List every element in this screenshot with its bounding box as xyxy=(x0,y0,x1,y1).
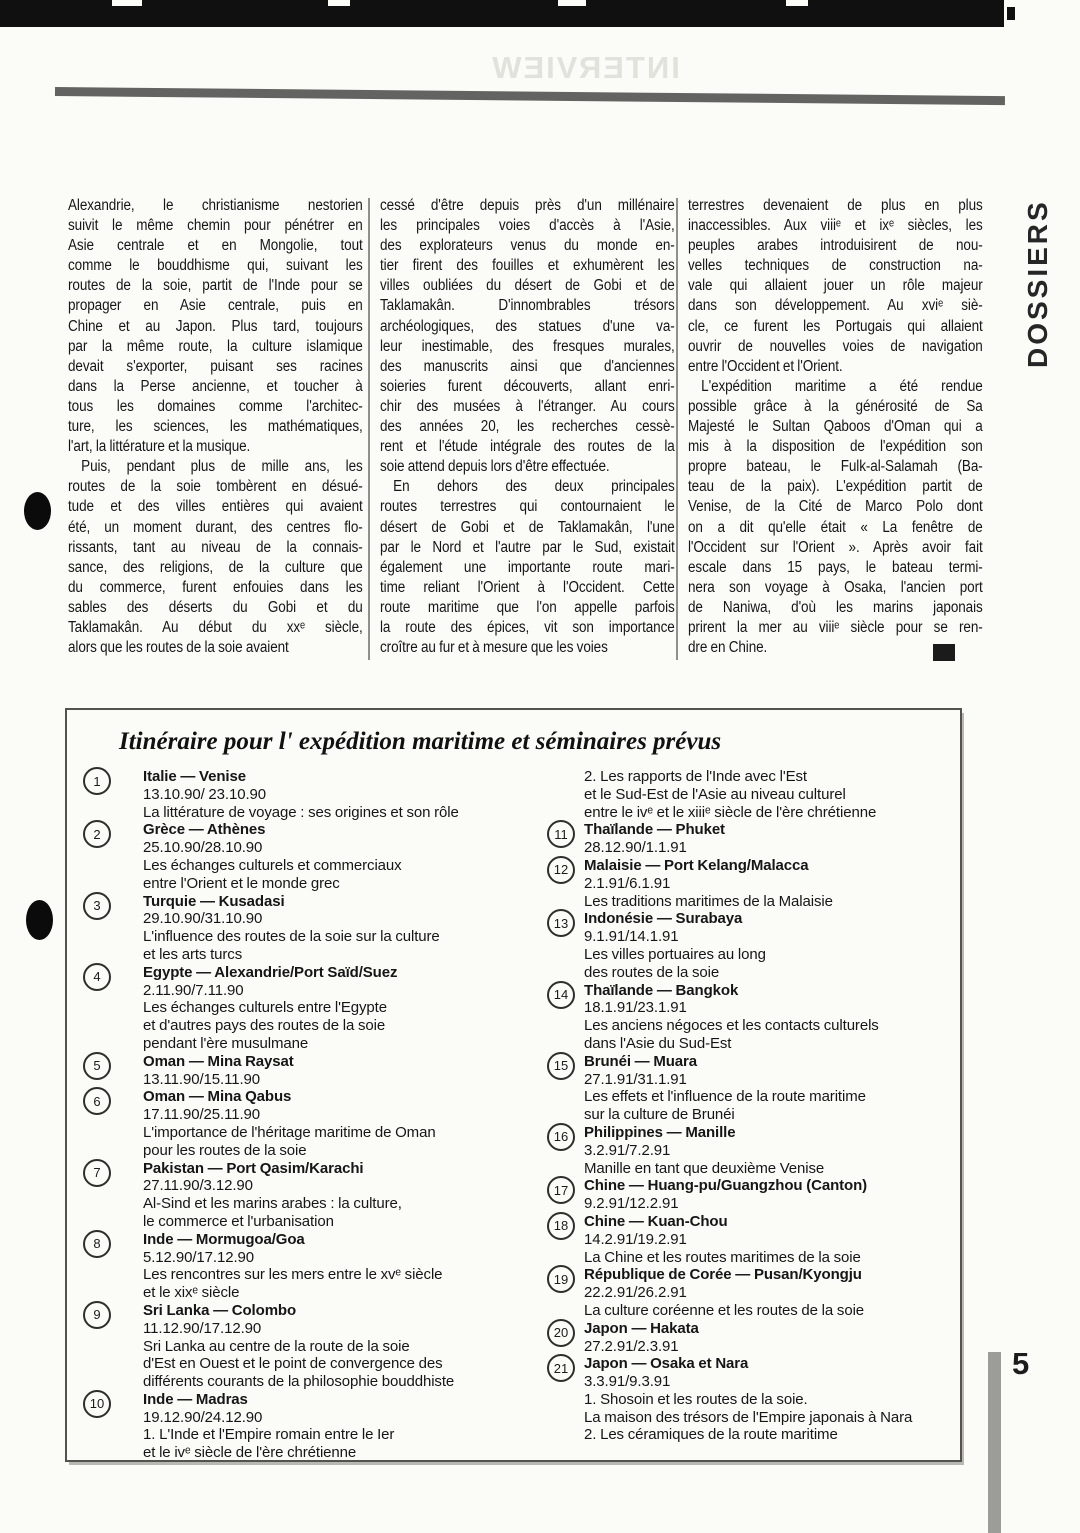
itinerary-destination: Philippines — Manille xyxy=(584,1123,736,1141)
itinerary-dates: 14.2.91/19.2.91 xyxy=(584,1230,687,1248)
itinerary-number-badge: 20 xyxy=(547,1319,575,1347)
itinerary-destination: Egypte — Alexandrie/Port Saïd/Suez xyxy=(143,963,398,981)
itinerary-dates: 3.2.91/7.2.91 xyxy=(584,1141,671,1159)
itinerary-dates: 27.2.91/2.3.91 xyxy=(584,1337,679,1355)
itinerary-number-badge: 15 xyxy=(547,1052,575,1080)
itinerary-entry xyxy=(83,1088,547,1159)
itinerary-entry xyxy=(83,893,547,964)
article-line: routes de la soie, partit de l'Inde pour se xyxy=(68,277,363,295)
itinerary-box xyxy=(65,708,962,1462)
article-line: propager en Asie centrale, puis en xyxy=(68,297,363,315)
itinerary-number-badge: 10 xyxy=(83,1390,111,1418)
column-divider xyxy=(368,198,370,660)
article-column-1 xyxy=(68,196,363,658)
article-line: ture, les sciences, les mathématiques, xyxy=(68,418,363,436)
itinerary-seminar-line: L'influence des routes de la soie sur la culture xyxy=(143,928,440,946)
itinerary-number-badge: 16 xyxy=(547,1123,575,1151)
article-line: possible grâce à la générosité de Sa xyxy=(688,397,983,415)
itinerary-seminar-line: des routes de la soie xyxy=(584,963,720,981)
itinerary-entry xyxy=(83,964,547,1053)
article-line: Puis, pendant plus de mille ans, les xyxy=(81,458,363,476)
itinerary-entry xyxy=(547,910,958,981)
article-line: soieries furent découverts, allant enri- xyxy=(380,377,675,395)
itinerary-seminar-line: La maison des trésors de l'Empire japonais à Nara xyxy=(584,1408,913,1426)
article-column-3 xyxy=(688,196,983,658)
itinerary-seminar-line: Sri Lanka au centre de la route de la soie xyxy=(143,1337,410,1355)
article-line: Alexandrie, le christianisme nestorien xyxy=(68,197,363,214)
itinerary-seminar-line: La culture coréenne et les routes de la soie xyxy=(584,1301,865,1319)
scan-edge-bar xyxy=(0,0,1048,27)
article-line: Asie centrale et en Mongolie, tout xyxy=(68,237,363,255)
article-line: terrestres devenaient de plus en plus xyxy=(688,197,983,214)
itinerary-dates: 2.11.90/7.11.90 xyxy=(143,981,244,999)
itinerary-seminar-line: sur la culture de Brunéi xyxy=(584,1106,735,1124)
scan-tick xyxy=(112,0,142,6)
article-line: on a dit qu'elle était « La fenêtre de xyxy=(688,518,983,536)
itinerary-dates: 5.12.90/17.12.90 xyxy=(143,1248,255,1266)
itinerary-entry xyxy=(83,1391,547,1462)
article-line: teau de la paix). L'expédition partit de xyxy=(688,478,983,496)
itinerary-entry xyxy=(547,982,958,1053)
article-line: de Naniwa, d'où les marins japonais xyxy=(688,598,983,616)
article-line: L'expédition maritime a été rendue xyxy=(701,377,983,395)
itinerary-entry xyxy=(547,1266,958,1319)
itinerary-dates: 27.1.91/31.1.91 xyxy=(584,1070,687,1088)
itinerary-destination: Japon — Hakata xyxy=(584,1319,699,1337)
paragraph xyxy=(688,377,983,658)
itinerary-number-badge: 18 xyxy=(547,1212,575,1240)
article-line: inaccessibles. Aux viiiᵉ et ixᵉ siècles, les xyxy=(688,217,983,235)
itinerary-dates: 9.2.91/12.2.91 xyxy=(584,1195,679,1213)
itinerary-dates: 25.10.90/28.10.90 xyxy=(143,839,263,857)
paragraph xyxy=(380,477,675,658)
itinerary-number-badge: 17 xyxy=(547,1176,575,1204)
itinerary-destination: Pakistan — Port Qasim/Karachi xyxy=(143,1159,364,1177)
itinerary-dates: 28.12.90/1.1.91 xyxy=(584,839,687,857)
itinerary-seminar-line: 2. Les céramiques de la route maritime xyxy=(584,1426,838,1444)
itinerary-column-right xyxy=(547,768,958,1444)
article-line: été, un moment durant, des centres flo- xyxy=(68,518,363,536)
article-line: l'art, la littérature et la musique. xyxy=(68,438,251,456)
itinerary-entry xyxy=(547,1124,958,1177)
itinerary-dates: 22.2.91/26.2.91 xyxy=(584,1284,687,1302)
itinerary-dates: 18.1.91/23.1.91 xyxy=(584,999,687,1017)
itinerary-destination: Indonésie — Surabaya xyxy=(584,910,743,928)
itinerary-seminar-line: 1. L'Inde et l'Empire romain entre le Ier xyxy=(143,1426,395,1444)
itinerary-seminar-line: et le Sud-Est de l'Asie au niveau culturel xyxy=(584,785,846,803)
article-line: l'Occident sur l'Orient ». Après avoir fait xyxy=(688,538,983,556)
article-line: tier firent des fouilles et exhumèrent les xyxy=(380,257,675,275)
itinerary-destination: Italie — Venise xyxy=(143,768,246,785)
itinerary-destination: Thaïlande — Bangkok xyxy=(584,981,739,999)
itinerary-seminar-line: et le ivᵉ siècle de l'ère chrétienne xyxy=(143,1444,357,1462)
article-line: mis à la disposition de l'expédition son xyxy=(688,438,983,456)
article-line: des années 20, les recherches cessè- xyxy=(380,418,675,436)
article-line: par le Nord et l'autre par le Sud, existait xyxy=(380,538,675,556)
itinerary-seminar-line: Les effets et l'influence de la route maritime xyxy=(584,1088,866,1106)
itinerary-dates: 27.11.90/3.12.90 xyxy=(143,1177,253,1195)
article-line: du commerce, furent enfouies dans les xyxy=(68,578,363,596)
article-end-mark xyxy=(933,644,955,661)
itinerary-column-left xyxy=(67,768,547,1462)
itinerary-number-badge: 9 xyxy=(83,1301,111,1329)
article-line: soie attend depuis lors d'être effectuée. xyxy=(380,458,610,476)
itinerary-dates: 11.12.90/17.12.90 xyxy=(143,1319,262,1337)
itinerary-title: Itinéraire pour l' expédition maritime et séminaires prévus xyxy=(119,728,722,755)
paragraph xyxy=(68,457,363,658)
column-divider xyxy=(676,198,678,660)
article-line: propre bateau, le Fulk-al-Salamah (Ba- xyxy=(688,458,983,476)
itinerary-destination: Oman — Mina Qabus xyxy=(143,1088,292,1106)
itinerary-destination: Turquie — Kusadasi xyxy=(143,892,285,910)
article-line: vale qui allaient jouer un rôle majeur xyxy=(688,277,983,295)
article-line: rent et l'étude intégrale des routes de la xyxy=(380,438,675,456)
itinerary-destination: Chine — Kuan-Chou xyxy=(584,1212,728,1230)
article-line: également une importante route mari- xyxy=(380,558,675,576)
itinerary-seminar-line: La Chine et les routes maritimes de la soie xyxy=(584,1248,861,1266)
itinerary-seminar-line: pour les routes de la soie xyxy=(143,1141,307,1159)
article-line: archéologiques, des statues d'une va- xyxy=(380,317,675,335)
article-line: velles techniques de construction na- xyxy=(688,257,983,275)
itinerary-seminar-line: et le xixᵉ siècle xyxy=(143,1284,240,1302)
itinerary-dates: 13.10.90/ 23.10.90 xyxy=(143,785,267,803)
itinerary-seminar-line: Les villes portuaires au long xyxy=(584,945,766,963)
itinerary-number-badge: 14 xyxy=(547,981,575,1009)
itinerary-seminar-line: Les anciens négoces et les contacts culturels xyxy=(584,1017,879,1035)
itinerary-seminar-line: La littérature de voyage : ses origines et son rôle xyxy=(143,803,459,821)
article-line: dans son développement. Au xviᵉ siè- xyxy=(688,297,983,315)
article-line: suivit le même chemin pour pénétrer en xyxy=(68,217,363,235)
itinerary-seminar-line: L'importance de l'héritage maritime de Oman xyxy=(143,1123,436,1141)
article-line: peuples arabes introduisirent de nou- xyxy=(688,237,983,255)
itinerary-dates: 29.10.90/31.10.90 xyxy=(143,910,263,928)
article-line: Venise, de la Cité de Marco Polo dont xyxy=(688,498,983,516)
article-line: la route des épices, vit son importance xyxy=(380,618,675,636)
article-line: routes terrestres qui contournaient le xyxy=(380,498,675,516)
article-line: nera son voyage à Osaka, l'ancien port xyxy=(688,578,983,596)
article-line: croître au fur et à mesure que les voies xyxy=(380,639,608,657)
article-line: cle, ce furent les Portugais qui allaient xyxy=(688,317,983,335)
itinerary-seminar-line: 1. Shosoin et les routes de la soie. xyxy=(584,1390,808,1408)
itinerary-number-badge: 4 xyxy=(83,963,111,991)
scan-tick xyxy=(558,0,586,6)
article-line: tous les domaines comme l'architec- xyxy=(68,397,363,415)
itinerary-seminar-line: et les arts turcs xyxy=(143,945,243,963)
itinerary-number-badge: 5 xyxy=(83,1052,111,1080)
scan-tick xyxy=(786,0,808,6)
itinerary-seminar-line: d'Est en Ouest et le point de convergence des xyxy=(143,1355,443,1373)
article-line: dans la Perse ancienne, et toucher à xyxy=(68,377,363,395)
article-line: ouvrir de nouvelles voies de navigation xyxy=(688,337,983,355)
paragraph xyxy=(68,196,363,457)
article-line: Majesté le Sultan Qaboos d'Oman qui a xyxy=(688,418,983,436)
itinerary-entry-continuation xyxy=(547,768,958,821)
article-line: leur inestimable, des fresques murales, xyxy=(380,337,675,355)
article-line: En dehors des deux principales xyxy=(393,478,675,496)
itinerary-seminar-line: Les échanges culturels entre l'Egypte xyxy=(143,999,387,1017)
paragraph xyxy=(380,196,675,477)
article-line: sance, des religions, de la culture que xyxy=(68,558,363,576)
itinerary-dates: 17.11.90/25.11.90 xyxy=(143,1106,261,1124)
article-line: entre l'Occident et l'Orient. xyxy=(688,357,843,375)
article-line: devait s'exporter, puisant ses racines xyxy=(68,357,363,375)
itinerary-dates: 2.1.91/6.1.91 xyxy=(584,874,671,892)
itinerary-number-badge: 13 xyxy=(547,909,575,937)
itinerary-destination: Brunéi — Muara xyxy=(584,1052,698,1070)
punch-hole-artifact xyxy=(26,900,53,940)
itinerary-seminar-line: 2. Les rapports de l'Inde avec l'Est xyxy=(584,768,807,785)
itinerary-number-badge: 11 xyxy=(547,820,575,848)
itinerary-number-badge: 21 xyxy=(547,1354,575,1382)
itinerary-seminar-line: le commerce et l'urbanisation xyxy=(143,1212,334,1230)
itinerary-seminar-line: dans l'Asie du Sud-Est xyxy=(584,1034,732,1052)
article-line: rissants, tant au niveau de la connais- xyxy=(68,538,363,556)
itinerary-seminar-line: Les rencontres sur les mers entre le xvᵉ siècle xyxy=(143,1266,443,1284)
page-number: 5 xyxy=(1012,1346,1030,1381)
itinerary-seminar-line: pendant l'ère musulmane xyxy=(143,1034,309,1052)
itinerary-number-badge: 3 xyxy=(83,892,111,920)
itinerary-seminar-line: différents courants de la philosophie bouddhiste xyxy=(143,1373,455,1391)
itinerary-entry xyxy=(83,821,547,892)
itinerary-entry xyxy=(547,857,958,910)
itinerary-number-badge: 12 xyxy=(547,856,575,884)
itinerary-destination: Inde — Madras xyxy=(143,1390,248,1408)
itinerary-entry xyxy=(83,1053,547,1089)
itinerary-dates: 3.3.91/9.3.91 xyxy=(584,1373,671,1391)
itinerary-seminar-line: entre l'Orient et le monde grec xyxy=(143,874,340,892)
itinerary-entry xyxy=(547,1177,958,1213)
itinerary-destination: Chine — Huang-pu/Guangzhou (Canton) xyxy=(584,1177,868,1195)
article-line: comme le bouddhisme qui, suivant les xyxy=(68,257,363,275)
itinerary-entry xyxy=(83,1231,547,1302)
itinerary-dates: 19.12.90/24.12.90 xyxy=(143,1408,263,1426)
itinerary-seminar-line: Les échanges culturels et commerciaux xyxy=(143,856,402,874)
itinerary-destination: Grèce — Athènes xyxy=(143,821,266,839)
article-line: désert de Gobi et de Taklamakân, l'une xyxy=(380,518,675,536)
itinerary-destination: République de Corée — Pusan/Kyongju xyxy=(584,1266,862,1284)
article-line: villes oubliées du désert de Gobi et de xyxy=(380,277,675,295)
article-line: dre en Chine. xyxy=(688,639,768,657)
itinerary-destination: Japon — Osaka et Nara xyxy=(584,1355,749,1373)
article-line: sables des déserts du Gobi et du xyxy=(68,598,363,616)
itinerary-entry xyxy=(83,768,547,821)
itinerary-seminar-line: et d'autres pays des routes de la soie xyxy=(143,1017,386,1035)
itinerary-number-badge: 8 xyxy=(83,1230,111,1258)
itinerary-number-badge: 6 xyxy=(83,1087,111,1115)
article-line: Chine et au Japon. Plus tard, toujours xyxy=(68,317,363,335)
scan-tick xyxy=(328,0,350,6)
itinerary-seminar-line: Manille en tant que deuxième Venise xyxy=(584,1159,825,1177)
itinerary-entry xyxy=(547,1053,958,1124)
itinerary-number-badge: 19 xyxy=(547,1265,575,1293)
header-rule xyxy=(55,87,1005,105)
itinerary-destination: Oman — Mina Raysat xyxy=(143,1052,294,1070)
article-line: time reliant l'Orient à l'Occident. Cette xyxy=(380,578,675,596)
article-line: cessé d'être depuis près d'un millénaire xyxy=(380,197,675,214)
itinerary-destination: Sri Lanka — Colombo xyxy=(143,1301,297,1319)
itinerary-number-badge: 1 xyxy=(83,767,111,795)
punch-hole-artifact xyxy=(24,492,51,530)
itinerary-entry xyxy=(547,1213,958,1266)
scan-notch xyxy=(1004,0,1048,27)
article-line: Taklamakân. D'innombrables trésors xyxy=(380,297,675,315)
itinerary-destination: Thaïlande — Phuket xyxy=(584,821,725,839)
article-line: les principales voies d'accès à l'Asie, xyxy=(380,217,675,235)
itinerary-dates: 13.11.90/15.11.90 xyxy=(143,1070,261,1088)
article-line: par la même route, la culture islamique xyxy=(68,337,363,355)
itinerary-number-badge: 7 xyxy=(83,1159,111,1187)
itinerary-seminar-line: Les traditions maritimes de la Malaisie xyxy=(584,892,833,910)
itinerary-entry xyxy=(83,1160,547,1231)
itinerary-entry xyxy=(83,1302,547,1391)
itinerary-destination: Malaisie — Port Kelang/Malacca xyxy=(584,856,809,874)
paragraph xyxy=(688,196,983,377)
itinerary-dates: 9.1.91/14.1.91 xyxy=(584,928,679,946)
itinerary-seminar-line: Al-Sind et les marins arabes : la culture, xyxy=(143,1195,402,1213)
itinerary-entry xyxy=(547,1355,958,1444)
article-line: alors que les routes de la soie avaient xyxy=(68,639,289,657)
article-column-2 xyxy=(380,196,675,658)
article-line: prirent la mer au viiiᵉ siècle pour se ren- xyxy=(688,618,983,636)
article-line: des explorateurs venus du monde en- xyxy=(380,237,675,255)
page-edge-bar xyxy=(988,1352,1001,1533)
section-tab-dossiers: DOSSIERS xyxy=(1022,199,1053,368)
itinerary-columns xyxy=(67,768,960,1462)
article-line: tude et des villes entières qui avaient xyxy=(68,498,363,516)
article-line: routes de la soie tombèrent en désué- xyxy=(68,478,363,496)
article-line: Taklamakân. Au début du xxᵉ siècle, xyxy=(68,618,363,636)
article-line: route maritime que l'on appelle parfois xyxy=(380,598,675,616)
itinerary-destination: Inde — Mormugoa/Goa xyxy=(143,1230,305,1248)
article-line: chir des musées à l'étranger. Au cours xyxy=(380,397,675,415)
itinerary-number-badge: 2 xyxy=(83,820,111,848)
scan-notch-mark xyxy=(1007,7,1015,20)
article-line: escale dans 15 pays, le bateau termi- xyxy=(688,558,983,576)
ghost-interview-heading: INTERVIEW xyxy=(490,50,680,85)
itinerary-seminar-line: entre le ivᵉ et le xiiiᵉ siècle de l'ère chrétienne xyxy=(584,803,877,821)
itinerary-entry xyxy=(547,1320,958,1356)
article-line: des manuscrits ainsi que d'anciennes xyxy=(380,357,675,375)
itinerary-entry xyxy=(547,821,958,857)
